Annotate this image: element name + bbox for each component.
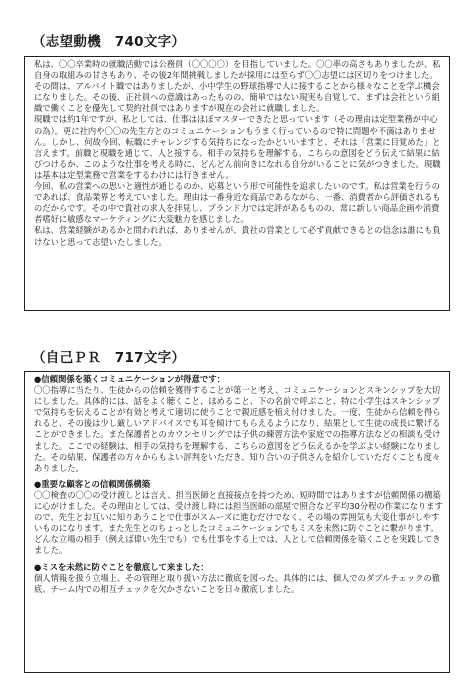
motivation-title: （志望動機 740文字） (32, 34, 186, 50)
section-text: 個人情報を扱う立場上、その管理と取り扱い方法に徹底を図った。具体的には、個人でのダブルチェックの徹底、チーム内での相互チェックを欠かさないことを日々徹底しました。 (34, 572, 440, 594)
motivation-paragraph: 私は、〇〇卒業時の就職活動では公務員（〇〇〇〇）を目指していました。〇〇率の高さもありましたが、私自身の取組みの甘さもあり、その後2年間挑戦しましたが採用には至らず〇〇志望には区切りをつけました。その間は、アルバイト職ではありましたが、小中学生の野球指導で人に接することから様々なことを学ぶ機会になりました。その後、正社員への意識はあったものの、簡単ではない現実も自覚して、まずは会社という組織で働くことを優先して契約社員ではありますが現在の会社に就職しました。 (34, 59, 441, 114)
self-pr-section (34, 562, 443, 595)
section-heading: ●重要な顧客との信頼関係構築 (34, 478, 151, 489)
section-text: 〇〇検査の〇〇の受け渡しとは言え、担当医師と直接接点を持つため、短時間ではありますが信頼関係の構築に心がけました。その理由としては、受け渡し時には担当医師の部屋で照合など平均30分程の作業になりますので、先生とお互いに知りあうことで仕事がスムーズに進むだけでなく、その場の雰囲気も大変仕事がしやすいものになります。また先生とのちょっとしたコミュニケーションでもミスを未然に防ぐことに繋がります。どんな立場の相手（例えば偉い先生でも）でも仕事をする上では、人として信頼関係を築くことを実践してきました。 (34, 489, 443, 556)
self-pr-section (34, 479, 443, 557)
section-text: 〇〇指導に当たり、生徒からの信頼を獲得することが第一と考え、コミュニケーションとスキンシップを大切にしました。具体的には、話をよく聴くこと、ほめること、下の名前で呼ぶこと、特に小学生はスキンシップで気持ちを伝えることが有効と考えて適切に使うことで親近感を植え付けました。一度、生徒から信頼を得られると、その後は少し厳しいアドバイスでも耳を傾けてもらえるようになり、結果として生徒の成長に繋げることができました。また保護者とのカウンセリングでは子供の練習方法や家庭での指導方法などの相談も受けました。ここでの経験は、相手の気持ちを理解する、こちらの意図をどう伝えるかを学ぶよい経験になりました。その結果、保護者の方々からもよい評判をいただき、知り合いの子供さんを紹介していただくことも度々ありました。 (34, 385, 441, 473)
section-heading: ●信頼関係を築くコミュニケーションが得意です： (34, 374, 226, 384)
self-pr-section (34, 374, 443, 474)
section-heading: ●ミスを未然に防ぐことを徹底して来ました： (34, 561, 209, 572)
motivation-box (24, 56, 450, 311)
motivation-paragraph: 私は、営業経験があるかと問われれば、ありませんが、貴社の営業として必ず貢献できるとの信念は誰にも負けないと思って志望いたしました。 (34, 225, 441, 247)
self-pr-title: （自己ＰＲ 717文字） (32, 350, 186, 366)
motivation-paragraph: 現職では約1年ですが、私としては、仕事はほぼマスターできたと思っています（その理由は定型業務が中心の為）。更に社内や〇〇の先生方とのコミュニケーションもうまく行っているので特に問題や不満はありません。しかし、何故今回、転職にチャレンジする気持ちになったかといいますと、それは「営業に目覚めた」と言えます。前職と現職を通じて、人と接する、相手の気持ちを理解する、こちらの意図をどう伝えて結果に結びつけるか、このような仕事を考える時に、どんどん前向きになれる自分がいることに気がつきました。現職は基本は定型業務で営業をするわけには行きません。 (34, 114, 441, 180)
motivation-paragraph: 今回、私の営業への思いと適性が通じるのか、応募という形で可能性を追求したいのです。私は営業を行うのであれば、食品業界と考えていました。理由は一番身近な商品であるながら、一番、消費者から評価されるものだからです。その中で貴社の求人を拝見し、ブランド力では定評があるものの、常に新しい商品企画や消費者嗜好に敏感なマーケティングに大変魅力を感じました。 (34, 181, 441, 225)
self-pr-box (24, 371, 450, 673)
